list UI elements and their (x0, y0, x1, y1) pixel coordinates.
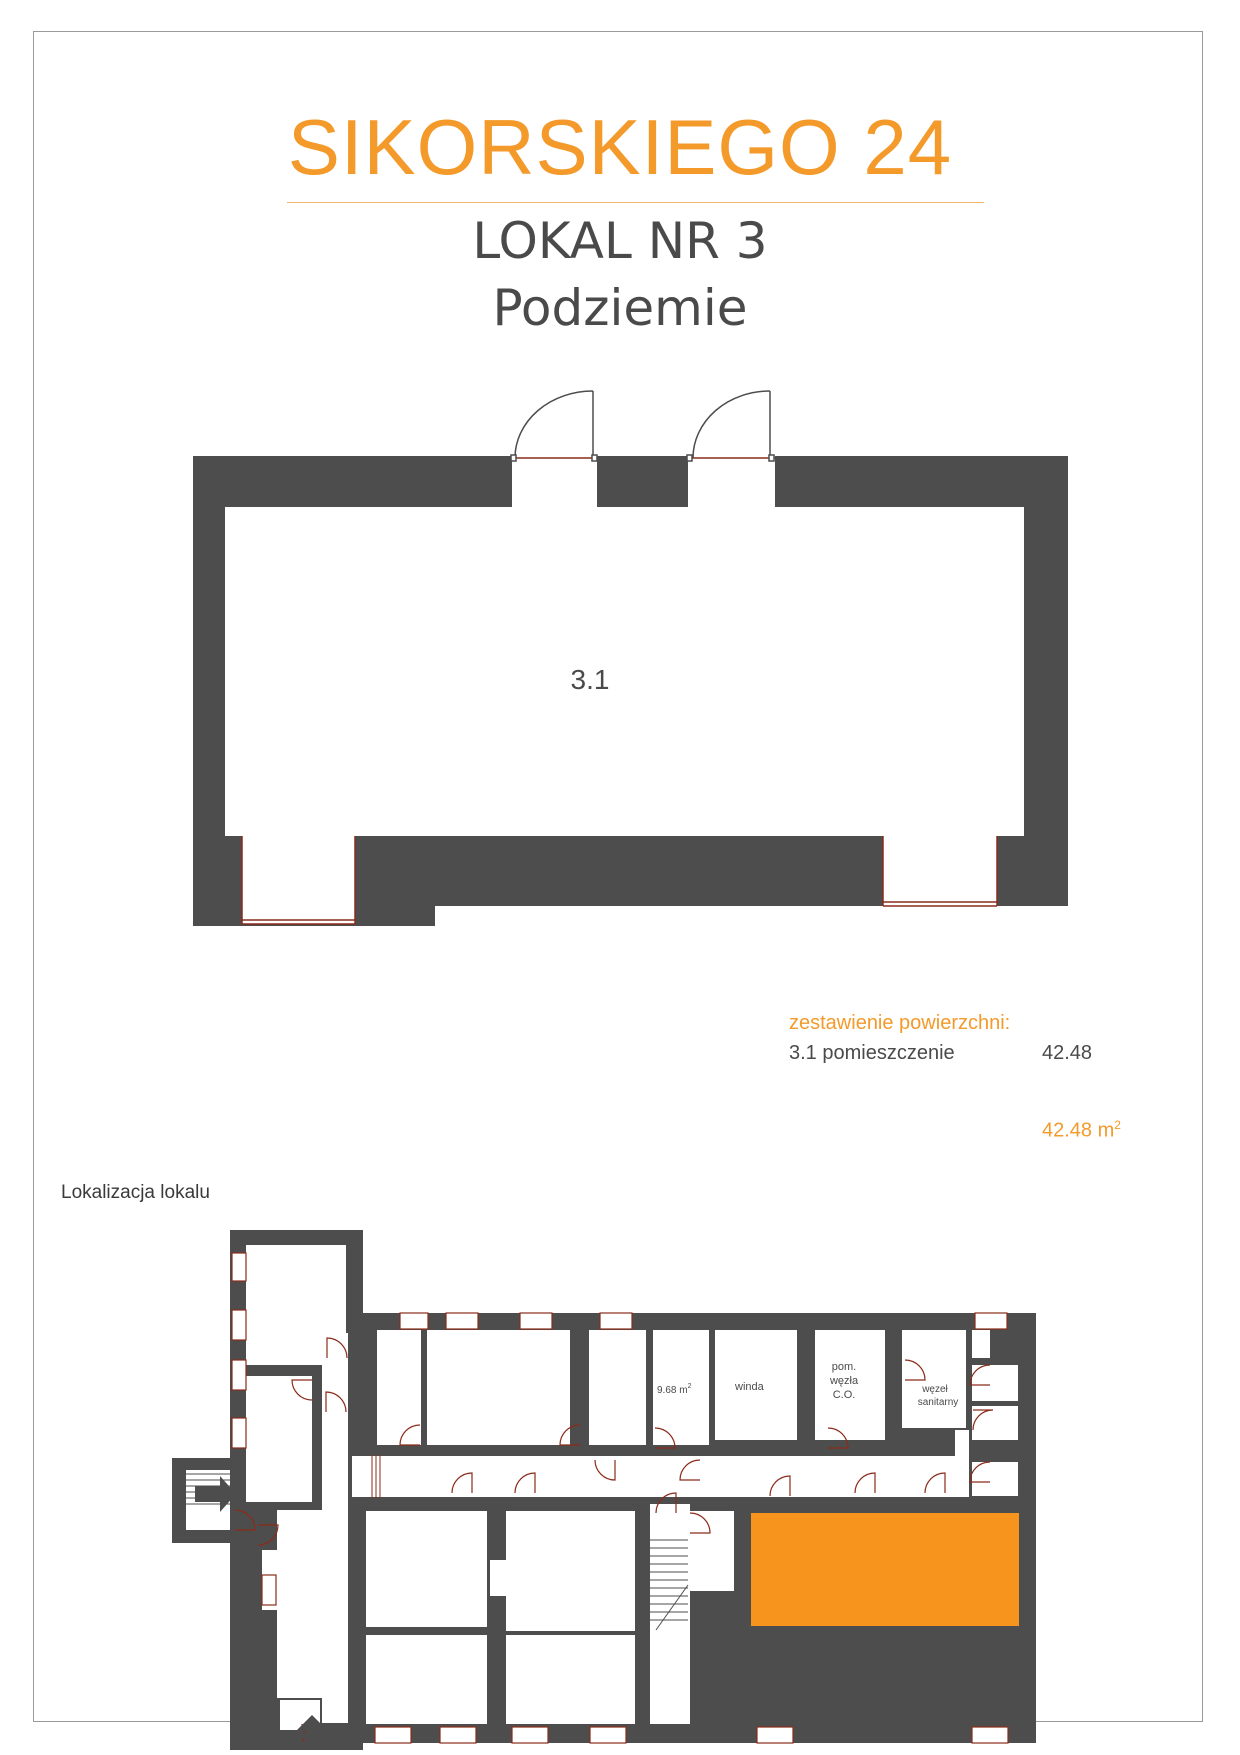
location-label: Lokalizacja lokalu (61, 1182, 210, 1203)
heating-label-2: węzła (829, 1375, 859, 1387)
heating-label-1: pom. (831, 1361, 857, 1373)
room-area-label: 9.68 $m^2$ (657, 1383, 692, 1396)
elevator-label: winda (735, 1381, 764, 1393)
area-summary (789, 1012, 1093, 1064)
floor-name: Podziemie (492, 279, 748, 337)
heating-label-3: C.O. (832, 1389, 856, 1401)
summary-row-value: 42.48 (1042, 1042, 1093, 1064)
sanitary-label-1: węzeł (922, 1384, 948, 1395)
summary-heading: zestawienie powierzchni: (789, 1012, 1011, 1034)
highlighted-unit (751, 1513, 1019, 1626)
main-floor-plan (193, 391, 1068, 926)
location-plan (172, 1230, 1036, 1750)
summary-total-exp: 2 (1114, 1118, 1121, 1132)
summary-total (1042, 1118, 1121, 1143)
summary-row (789, 1042, 1109, 1065)
building-title: SIKORSKIEGO 24 (287, 103, 953, 191)
unit-number: LOKAL NR 3 (472, 212, 768, 270)
summary-total-value: 42.48 m (1042, 1119, 1115, 1142)
summary-row-label: 3.1 pomieszczenie (789, 1042, 955, 1064)
window-opening-right (883, 834, 997, 907)
window-opening-left (242, 834, 355, 924)
sanitary-label-2: sanitarny (917, 1397, 959, 1408)
room-label: 3.1 (570, 664, 610, 695)
